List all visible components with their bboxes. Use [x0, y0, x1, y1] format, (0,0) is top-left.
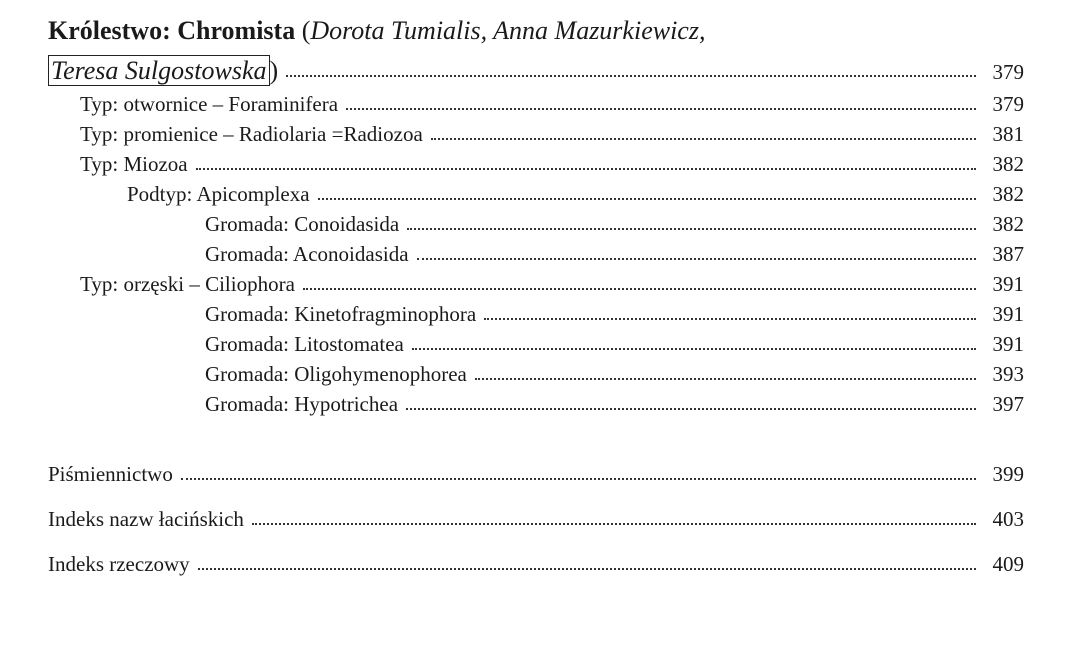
- toc-entry[interactable]: [205, 389, 1024, 419]
- entry-label: Gromada: Oligohymenophorea: [205, 362, 467, 386]
- toc-entry[interactable]: [205, 239, 1024, 269]
- leader-dots: [475, 377, 976, 380]
- leader-dots: [252, 522, 976, 525]
- leader-dots: [318, 197, 976, 200]
- toc-entry[interactable]: [80, 119, 1024, 149]
- leader-dots: [407, 227, 976, 230]
- back-matter-entry[interactable]: [48, 549, 1024, 579]
- page-number: 391: [992, 332, 1024, 356]
- page-number: 387: [992, 242, 1024, 266]
- heading-continuation-row: [48, 56, 1024, 86]
- section-heading: [48, 16, 1048, 46]
- toc-entry[interactable]: [205, 359, 1024, 389]
- leader-dots: [346, 107, 976, 110]
- page-number: 379: [992, 60, 1024, 84]
- authors-line1: Dorota Tumialis, Anna Mazurkiewicz,: [310, 16, 706, 45]
- leader-dots: [286, 74, 976, 77]
- leader-dots: [303, 287, 976, 290]
- entry-label: Gromada: Conoidasida: [205, 212, 400, 236]
- entry-label: Gromada: Kinetofragminophora: [205, 302, 477, 326]
- toc-entry[interactable]: [205, 209, 1024, 239]
- entry-label: Typ: promienice – Radiolaria =Radiozoa: [80, 122, 423, 146]
- leader-dots: [196, 167, 976, 170]
- entry-label: Gromada: Aconoidasida: [205, 242, 409, 266]
- toc-entry[interactable]: [205, 299, 1024, 329]
- entry-label: Piśmiennictwo: [48, 462, 173, 486]
- entry-label: Indeks rzeczowy: [48, 552, 190, 576]
- entry-label: Gromada: Hypotrichea: [205, 392, 399, 416]
- page-number: 393: [992, 362, 1024, 386]
- page-number: 399: [992, 462, 1024, 486]
- toc-entry[interactable]: [80, 89, 1024, 119]
- leader-dots: [431, 137, 976, 140]
- entry-label: Typ: otwornice – Foraminifera: [80, 92, 339, 116]
- page-number: 391: [992, 302, 1024, 326]
- leader-dots: [484, 317, 976, 320]
- leader-dots: [181, 477, 976, 480]
- kingdom-label: Królestwo: Chromista: [48, 16, 296, 45]
- back-matter-entry[interactable]: [48, 459, 1024, 489]
- page-number: 382: [992, 212, 1024, 236]
- toc-entry[interactable]: [205, 329, 1024, 359]
- back-matter-entry[interactable]: [48, 504, 1024, 534]
- page-number: 382: [992, 182, 1024, 206]
- highlighted-author: Teresa Sulgostowska: [48, 55, 270, 86]
- page-number: 391: [992, 272, 1024, 296]
- toc-entry[interactable]: [127, 179, 1024, 209]
- close-paren: ): [269, 56, 279, 85]
- entry-label: Typ: orzęski – Ciliophora: [80, 272, 295, 296]
- entry-label: Typ: Miozoa: [80, 152, 188, 176]
- leader-dots: [406, 407, 976, 410]
- toc-entry[interactable]: [80, 269, 1024, 299]
- page-number: 379: [992, 92, 1024, 116]
- entry-label: Indeks nazw łacińskich: [48, 507, 244, 531]
- page-number: 381: [992, 122, 1024, 146]
- leader-dots: [412, 347, 976, 350]
- leader-dots: [198, 567, 976, 570]
- toc-entry[interactable]: [80, 149, 1024, 179]
- page-number: 382: [992, 152, 1024, 176]
- entry-label: Gromada: Litostomatea: [205, 332, 404, 356]
- page-number: 403: [992, 507, 1024, 531]
- page-number: 397: [992, 392, 1024, 416]
- page-number: 409: [992, 552, 1024, 576]
- leader-dots: [417, 257, 976, 260]
- entry-label: Podtyp: Apicomplexa: [127, 182, 310, 206]
- open-paren: (: [295, 16, 311, 45]
